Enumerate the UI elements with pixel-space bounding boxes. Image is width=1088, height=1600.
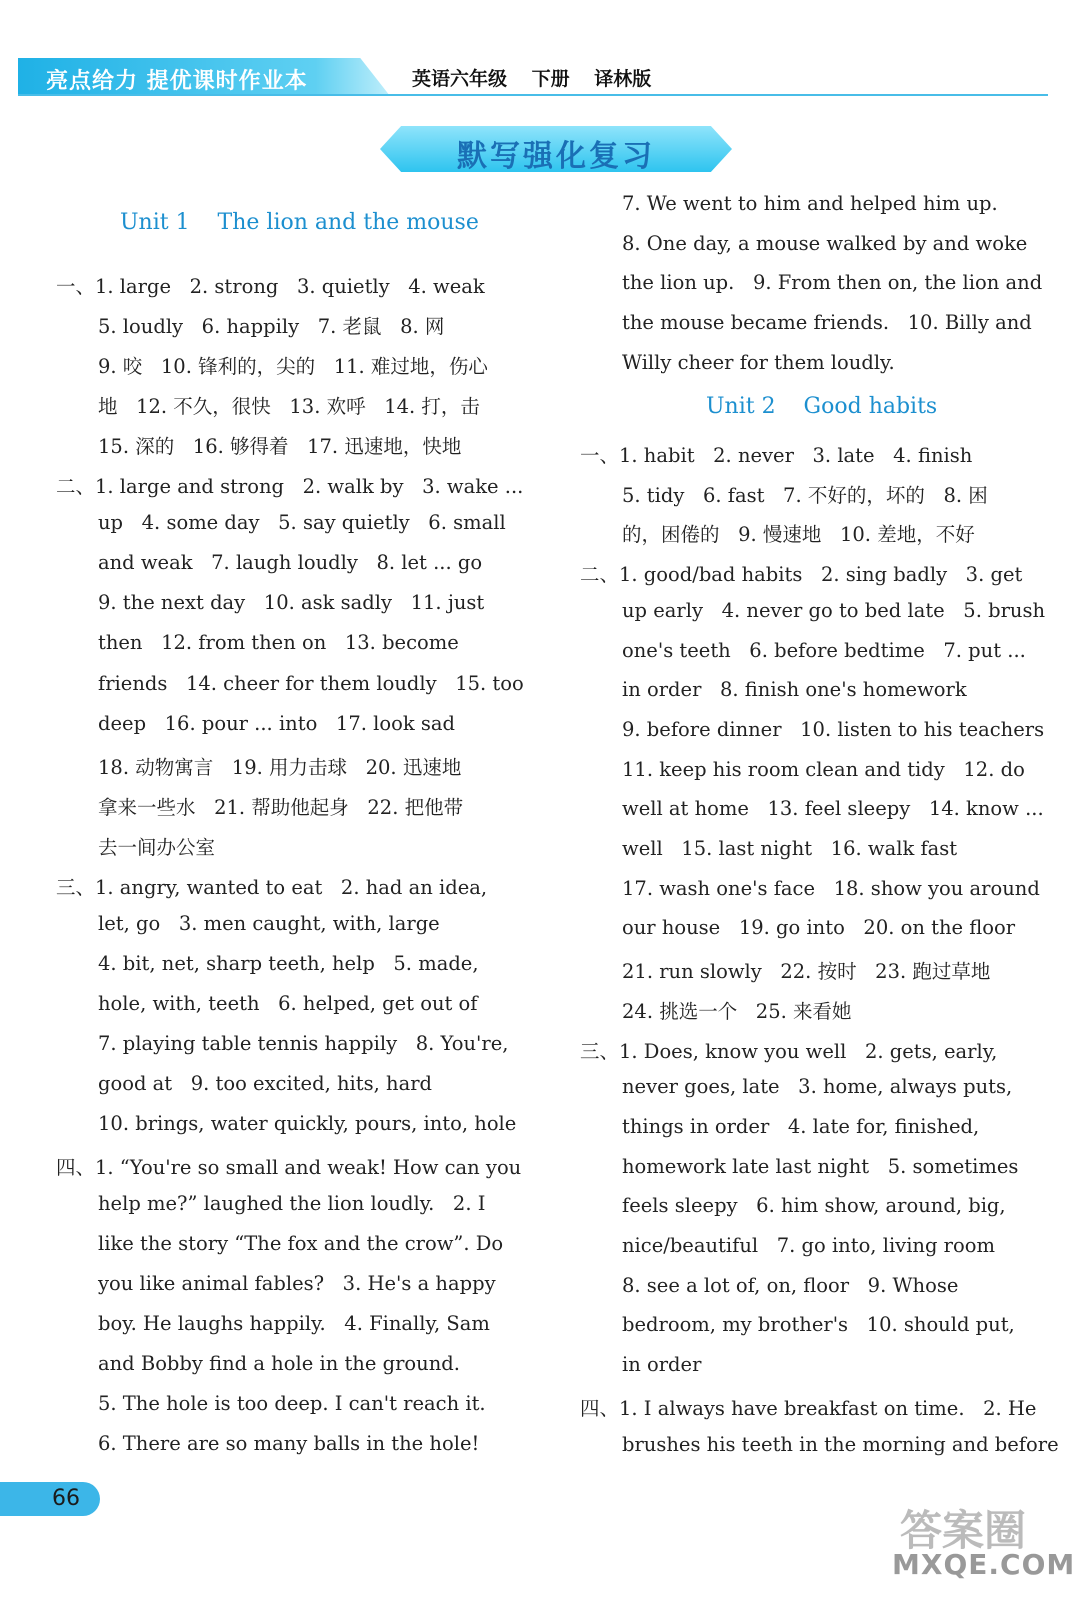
watermark-text: MXQE.COM: [892, 1548, 1076, 1581]
right-lines-line: 四、1. I always have breakfast on time. 2. He: [580, 1396, 1037, 1420]
left-lines-line: 15. 深的 16. 够得着 17. 迅速地，快地: [98, 435, 462, 459]
right-lines-line: 5. tidy 6. fast 7. 不好的，坏的 8. 困: [622, 483, 988, 507]
right-top-line: the lion up. 9. From then on, the lion and: [622, 271, 1043, 295]
page-number-tab: [0, 1482, 100, 1516]
right-lines-line: in order 8. finish one's homework: [622, 678, 967, 702]
left-lines-line: 5. loudly 6. happily 7. 老鼠 8. 网: [98, 315, 445, 339]
right-lines-line: our house 19. go into 20. on the floor: [622, 916, 1016, 940]
left-lines-line: hole, with, teeth 6. helped, get out of: [98, 991, 478, 1015]
right-top-line: Willy cheer for them loudly.: [622, 350, 895, 374]
right-lines-line: one's teeth 6. before bedtime 7. put ...: [622, 638, 1026, 662]
left-lines-line: help me?” laughed the lion loudly. 2. I: [98, 1192, 486, 1216]
right-lines-line: bedroom, my brother's 10. should put,: [622, 1313, 1015, 1337]
left-lines-line: 去一间办公室: [98, 835, 216, 859]
right-lines-line: in order: [622, 1353, 702, 1377]
right-lines-line: feels sleepy 6. him show, around, big,: [622, 1194, 1006, 1218]
right-lines-line: never goes, late 3. home, always puts,: [622, 1075, 1013, 1099]
left-lines-line: 9. 咬 10. 锋利的，尖的 11. 难过地，伤心: [98, 355, 488, 379]
header-title: 亮点给力 提优课时作业本: [46, 69, 308, 94]
header-divider: [18, 94, 1048, 96]
unit-1-heading: Unit 1 The lion and the mouse: [120, 210, 479, 235]
right-lines-line: 11. keep his room clean and tidy 12. do: [622, 757, 1025, 781]
left-lines-line: then 12. from then on 13. become: [98, 631, 459, 655]
right-lines-line: 17. wash one's face 18. show you around: [622, 876, 1040, 900]
left-lines-line: friends 14. cheer for them loudly 15. too: [98, 671, 524, 695]
left-lines-line: boy. He laughs happily. 4. Finally, Sam: [98, 1312, 490, 1336]
left-lines-line: 10. brings, water quickly, pours, into, hole: [98, 1112, 517, 1136]
left-lines-line: 9. the next day 10. ask sadly 11. just: [98, 591, 485, 615]
left-lines-line: good at 9. too excited, hits, hard: [98, 1072, 432, 1095]
right-lines-line: 9. before dinner 10. listen to his teachers: [622, 717, 1045, 741]
right-lines-line: 的，困倦的 9. 慢速地 10. 差地，不好: [622, 523, 975, 547]
right-lines-line: well 15. last night 16. walk fast: [622, 837, 958, 860]
left-lines-line: 四、1. “You're so small and weak! How can you: [56, 1156, 522, 1180]
right-top-line: the mouse became friends. 10. Billy and: [622, 311, 1032, 335]
left-lines-line: and Bobby find a hole in the ground.: [98, 1352, 460, 1376]
right-lines-line: 一、1. habit 2. never 3. late 4. finish: [580, 444, 973, 467]
right-lines-line: 8. see a lot of, on, floor 9. Whose: [622, 1273, 959, 1297]
unit-2-heading: Unit 2 Good habits: [706, 394, 938, 419]
left-lines-line: 4. bit, net, sharp teeth, help 5. made,: [98, 951, 479, 975]
right-lines-line: well at home 13. feel sleepy 14. know ...: [622, 797, 1044, 821]
left-lines-line: 一、1. large 2. strong 3. quietly 4. weak: [56, 275, 485, 298]
left-lines-line: 地 12. 不久，很快 13. 欢呼 14. 打，击: [98, 395, 480, 419]
right-lines-line: nice/beautiful 7. go into, living room: [622, 1234, 995, 1257]
left-lines-line: up 4. some day 5. say quietly 6. small: [98, 511, 506, 535]
right-lines-line: 24. 挑选一个 25. 来看她: [622, 999, 852, 1023]
left-lines-line: 7. playing table tennis happily 8. You're,: [98, 1031, 509, 1055]
left-lines-line: like the story “The fox and the crow”. Do: [98, 1232, 504, 1256]
section-banner-title: 默写强化复习: [457, 139, 655, 174]
watermark-logo: 答案圈: [900, 1506, 1027, 1555]
left-lines-line: 6. There are so many balls in the hole!: [98, 1432, 480, 1456]
left-lines-line: 三、1. angry, wanted to eat 2. had an idea,: [56, 875, 488, 899]
right-top-line: 7. We went to him and helped him up.: [622, 192, 998, 215]
left-lines-line: and weak 7. laugh loudly 8. let ... go: [98, 551, 483, 575]
right-lines-line: things in order 4. late for, finished,: [622, 1114, 980, 1138]
page-number: 66: [52, 1486, 80, 1511]
header-subtitle: 英语六年级 下册 译林版: [412, 68, 652, 90]
right-top-line: 8. One day, a mouse walked by and woke: [622, 231, 1028, 255]
right-lines-line: 三、1. Does, know you well 2. gets, early,: [580, 1039, 998, 1063]
right-lines-line: up early 4. never go to bed late 5. brush: [622, 598, 1046, 622]
right-lines-line: 二、1. good/bad habits 2. sing badly 3. get: [580, 563, 1023, 587]
left-lines-line: let, go 3. men caught, with, large: [98, 911, 440, 935]
right-lines-line: 21. run slowly 22. 按时 23. 跑过草地: [622, 960, 991, 984]
left-lines-line: 拿来一些水 21. 帮助他起身 22. 把他带: [98, 795, 464, 819]
left-lines-line: 二、1. large and strong 2. walk by 3. wake ...: [56, 475, 524, 499]
left-lines-line: you like animal fables? 3. He's a happy: [98, 1272, 496, 1296]
right-lines-line: homework late last night 5. sometimes: [622, 1154, 1019, 1178]
left-lines-line: deep 16. pour ... into 17. look sad: [98, 711, 455, 735]
left-lines-line: 18. 动物寓言 19. 用力击球 20. 迅速地: [98, 755, 462, 779]
right-lines-line: brushes his teeth in the morning and before: [622, 1432, 1059, 1456]
left-lines-line: 5. The hole is too deep. I can't reach it.: [98, 1392, 486, 1416]
